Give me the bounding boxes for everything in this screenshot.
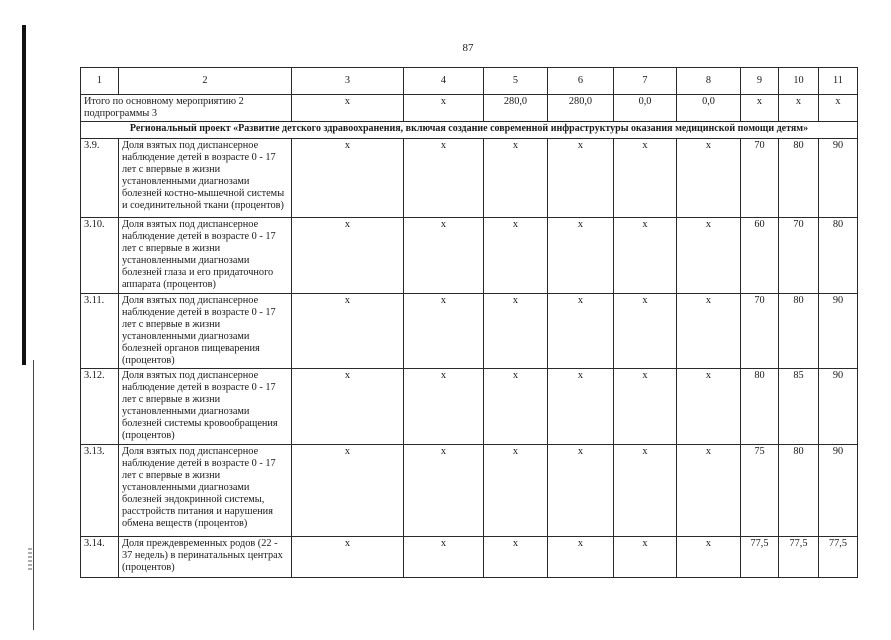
total-value: х (404, 95, 484, 122)
table-row (81, 294, 858, 369)
scan-left-line (33, 360, 34, 630)
row-value: х (484, 294, 548, 369)
row-value: х (677, 445, 741, 537)
row-number: 3.13. (81, 445, 119, 537)
table-row (81, 218, 858, 294)
scan-artifact (28, 548, 32, 570)
row-value: х (484, 445, 548, 537)
row-value: х (484, 369, 548, 445)
total-value: 0,0 (677, 95, 741, 122)
total-label: Итого по основному мероприятию 2 подпрограммы 3 (81, 95, 292, 122)
header-cell: 10 (779, 68, 819, 95)
row-value: х (614, 294, 677, 369)
row-value: 70 (741, 294, 779, 369)
row-value: 70 (779, 218, 819, 294)
row-description: Доля взятых под диспансерное наблюдение детей в возрасте 0 - 17 лет с впервые в жизни установленными диагнозами болезней системы кровообращения (процентов) (119, 369, 292, 445)
row-value: х (484, 139, 548, 218)
row-value: х (677, 218, 741, 294)
row-value: х (292, 218, 404, 294)
row-number: 3.9. (81, 139, 119, 218)
row-value: х (484, 537, 548, 578)
row-value: х (548, 294, 614, 369)
row-number: 3.10. (81, 218, 119, 294)
row-number: 3.11. (81, 294, 119, 369)
row-value: х (404, 139, 484, 218)
row-value: 60 (741, 218, 779, 294)
row-value: х (404, 369, 484, 445)
header-cell: 5 (484, 68, 548, 95)
table-row (81, 537, 858, 578)
row-value: х (614, 139, 677, 218)
row-description: Доля взятых под диспансерное наблюдение детей в возрасте 0 - 17 лет с впервые в жизни установленными диагнозами болезней костно-мышечной системы и соединительной ткани (процентов) (119, 139, 292, 218)
row-description: Доля взятых под диспансерное наблюдение детей в возрасте 0 - 17 лет с впервые в жизни установленными диагнозами болезней глаза и его придаточного аппарата (процентов) (119, 218, 292, 294)
row-value: х (677, 537, 741, 578)
total-row (81, 95, 858, 122)
total-value: х (779, 95, 819, 122)
row-value: 80 (779, 294, 819, 369)
row-value: 75 (741, 445, 779, 537)
row-value: х (614, 369, 677, 445)
total-value: 280,0 (484, 95, 548, 122)
row-value: х (677, 369, 741, 445)
row-value: х (404, 537, 484, 578)
row-value: 85 (779, 369, 819, 445)
row-value: х (548, 218, 614, 294)
total-value: х (819, 95, 858, 122)
row-value: х (548, 537, 614, 578)
section-title: Региональный проект «Развитие детского здравоохранения, включая создание современной инфраструктуры оказания медицинской помощи детям» (81, 122, 858, 139)
row-value: 77,5 (779, 537, 819, 578)
header-cell: 6 (548, 68, 614, 95)
row-value: х (548, 139, 614, 218)
row-value: х (677, 294, 741, 369)
section-row (81, 122, 858, 139)
row-value: х (292, 445, 404, 537)
row-value: х (404, 294, 484, 369)
column-numbers-row (81, 68, 858, 95)
total-value: х (741, 95, 779, 122)
row-value: х (614, 445, 677, 537)
row-value: х (404, 218, 484, 294)
row-value: х (614, 218, 677, 294)
header-cell: 4 (404, 68, 484, 95)
row-value: х (292, 537, 404, 578)
page-number: 87 (462, 42, 474, 54)
header-cell: 9 (741, 68, 779, 95)
row-value: х (484, 218, 548, 294)
row-value: х (548, 445, 614, 537)
total-value: 280,0 (548, 95, 614, 122)
row-value: х (404, 445, 484, 537)
row-value: 90 (819, 445, 858, 537)
row-value: 80 (741, 369, 779, 445)
row-value: 77,5 (819, 537, 858, 578)
row-value: х (614, 537, 677, 578)
row-value: 70 (741, 139, 779, 218)
header-cell: 7 (614, 68, 677, 95)
row-value: 80 (819, 218, 858, 294)
header-cell: 2 (119, 68, 292, 95)
header-cell: 8 (677, 68, 741, 95)
row-value: 90 (819, 294, 858, 369)
row-value: 90 (819, 369, 858, 445)
header-cell: 1 (81, 68, 119, 95)
row-description: Доля взятых под диспансерное наблюдение детей в возрасте 0 - 17 лет с впервые в жизни установленными диагнозами болезней органов пищеварения (процентов) (119, 294, 292, 369)
row-description: Доля преждевременных родов (22 - 37 недель) в перинатальных центрах (процентов) (119, 537, 292, 578)
header-cell: 11 (819, 68, 858, 95)
header-cell: 3 (292, 68, 404, 95)
table-row (81, 369, 858, 445)
table-row (81, 445, 858, 537)
row-value: 77,5 (741, 537, 779, 578)
row-value: х (677, 139, 741, 218)
row-value: х (548, 369, 614, 445)
row-value: х (292, 369, 404, 445)
total-value: х (292, 95, 404, 122)
row-value: 80 (779, 445, 819, 537)
total-value: 0,0 (614, 95, 677, 122)
row-value: 80 (779, 139, 819, 218)
table-row (81, 139, 858, 218)
row-value: х (292, 139, 404, 218)
indicators-table (80, 67, 858, 578)
row-value: 90 (819, 139, 858, 218)
scan-left-edge (22, 25, 26, 365)
row-number: 3.12. (81, 369, 119, 445)
row-number: 3.14. (81, 537, 119, 578)
row-value: х (292, 294, 404, 369)
row-description: Доля взятых под диспансерное наблюдение детей в возрасте 0 - 17 лет с впервые в жизни установленными диагнозами болезней эндокринной системы, расстройств питания и нарушения обмена веществ (процентов) (119, 445, 292, 537)
